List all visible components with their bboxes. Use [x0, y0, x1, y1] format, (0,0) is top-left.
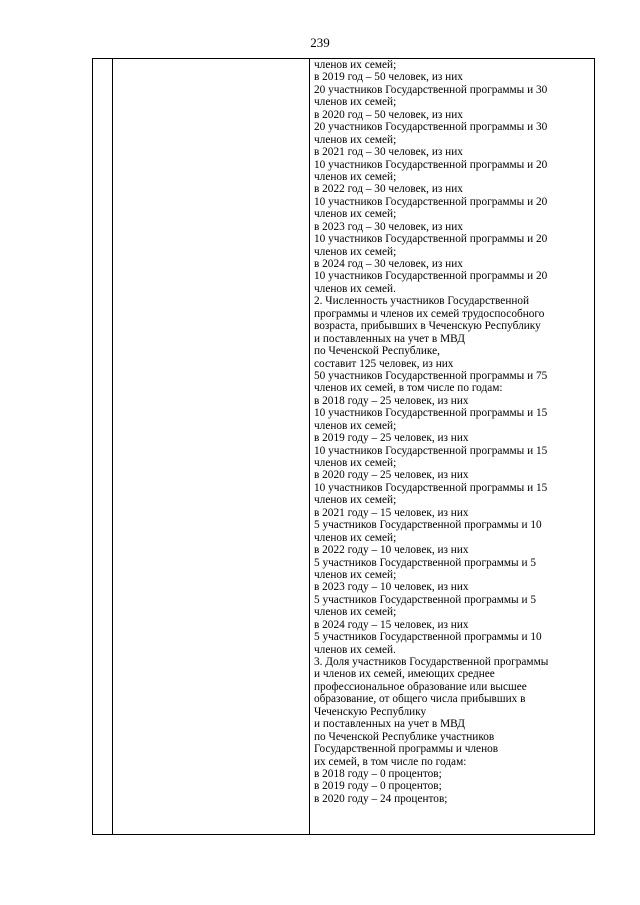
text-line: в 2020 году – 25 человек, из них	[314, 469, 469, 482]
table-border-bottom	[92, 834, 595, 835]
text-line: и поставленных на учет в МВД	[314, 332, 465, 345]
text-line: членов их семей, в том числе по годам:	[314, 382, 503, 395]
column-divider-2	[309, 58, 310, 835]
text-line: в 2020 году – 24 процентов;	[314, 792, 448, 805]
text-line: Государственной программы и членов	[314, 743, 499, 756]
text-line: в 2023 год – 30 человек, из них	[314, 220, 463, 233]
text-line: в 2021 год – 30 человек, из них	[314, 146, 463, 159]
text-line: членов их семей;	[314, 133, 397, 146]
text-line: в 2019 году – 25 человек, из них	[314, 432, 469, 445]
text-line: членов их семей;	[314, 59, 397, 71]
text-line: 10 участников Государственной программы и 20	[314, 233, 548, 246]
text-line: членов их семей;	[314, 606, 397, 619]
text-line: 5 участников Государственной программы и 5	[314, 593, 536, 606]
text-line: и поставленных на учет в МВД	[314, 718, 465, 731]
text-line: членов их семей;	[314, 457, 397, 469]
text-line: членов их семей.	[314, 643, 396, 656]
text-line: 5 участников Государственной программы и 10	[314, 519, 542, 532]
text-line: членов их семей;	[314, 568, 397, 581]
text-line: 20 участников Государственной программы и 30	[314, 121, 548, 134]
text-line: 10 участников Государственной программы и 15	[314, 407, 548, 420]
text-line: 10 участников Государственной программы и 20	[314, 270, 548, 283]
text-line: в 2024 год – 30 человек, из них	[314, 258, 463, 270]
text-line: 10 участников Государственной программы и 20	[314, 195, 548, 208]
text-line: в 2024 году – 15 человек, из них	[314, 618, 469, 631]
text-line: в 2019 году – 0 процентов;	[314, 780, 442, 793]
text-line: членов их семей;	[314, 245, 397, 258]
text-line: членов их семей;	[314, 170, 397, 183]
text-line: в 2021 году – 15 человек, из них	[314, 506, 469, 519]
text-line: и членов их семей, имеющих среднее	[314, 668, 495, 681]
text-line: по Чеченской Республике участников	[314, 730, 495, 743]
text-line: членов их семей;	[314, 419, 397, 432]
text-line: 3. Доля участников Государственной программы	[314, 656, 549, 668]
text-line: их семей, в том числе по годам:	[314, 755, 467, 768]
column-divider-1	[112, 58, 113, 835]
text-line: членов их семей;	[314, 96, 397, 109]
text-line: профессиональное образование или высшее	[314, 680, 527, 693]
text-line: 10 участников Государственной программы и 20	[314, 158, 548, 171]
text-line: членов их семей.	[314, 282, 396, 295]
text-line: 10 участников Государственной программы и 15	[314, 444, 548, 457]
text-line: 10 участников Государственной программы и 15	[314, 481, 548, 494]
text-line: членов их семей;	[314, 208, 397, 221]
text-line: 20 участников Государственной программы и 30	[314, 83, 548, 96]
text-line: программы и членов их семей трудоспособного	[314, 307, 545, 320]
text-line: в 2020 год – 50 человек, из них	[314, 108, 463, 121]
text-line: 5 участников Государственной программы и 10	[314, 631, 542, 644]
indicator-cell-text	[314, 59, 596, 805]
text-line: образование, от общего числа прибывших в	[314, 693, 526, 706]
text-line: по Чеченской Республике,	[314, 345, 440, 358]
text-line: в 2022 году – 10 человек, из них	[314, 544, 469, 557]
table-border-left	[92, 58, 93, 835]
text-line: в 2018 году – 25 человек, из них	[314, 394, 469, 407]
text-line: возраста, прибывших в Чеченскую Республику	[314, 320, 541, 333]
text-line: членов их семей;	[314, 531, 397, 544]
text-line: Чеченскую Республику	[314, 705, 427, 718]
text-line: в 2019 год – 50 человек, из них	[314, 71, 463, 84]
text-line: 2. Численность участников Государственной	[314, 295, 530, 308]
text-line: в 2018 году – 0 процентов;	[314, 767, 442, 780]
text-line: в 2022 год – 30 человек, из них	[314, 183, 463, 196]
text-line: 50 участников Государственной программы и 75	[314, 369, 548, 382]
page-number: 239	[310, 35, 330, 50]
text-line: в 2023 году – 10 человек, из них	[314, 581, 469, 594]
text-line: 5 участников Государственной программы и 5	[314, 556, 536, 569]
text-line: составит 125 человек, из них	[314, 357, 454, 370]
text-line: членов их семей;	[314, 494, 397, 507]
